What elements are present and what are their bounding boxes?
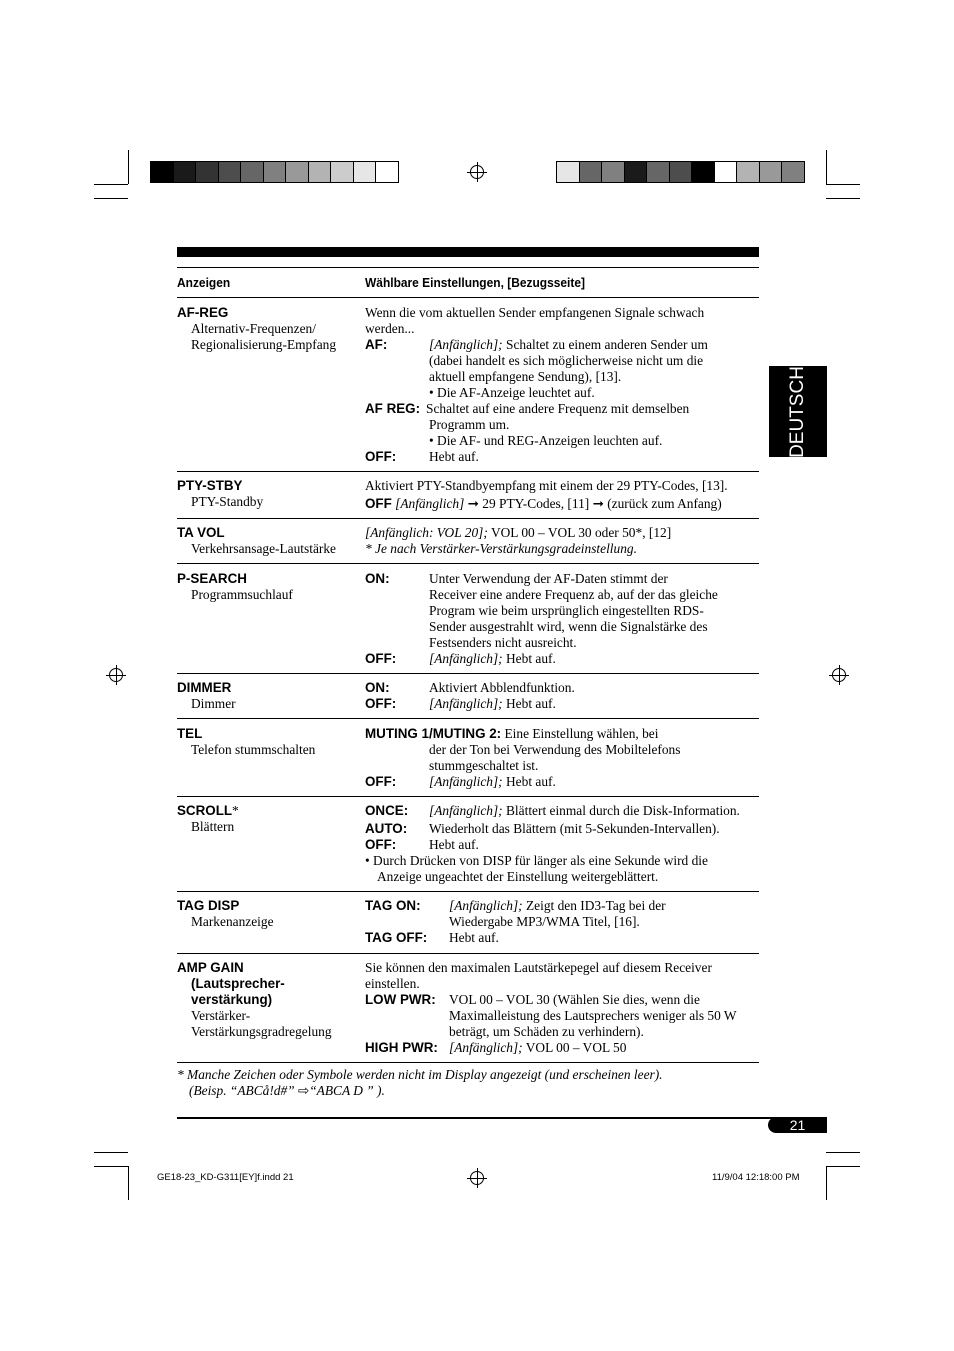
color-swatch xyxy=(579,161,603,183)
row-desc: Dimmer xyxy=(191,696,236,711)
row-desc: Blättern xyxy=(191,819,235,834)
row-text: MUTING 1/MUTING 2: Eine Einstellung wählen, bei xyxy=(365,726,659,741)
option-key: TAG OFF: xyxy=(365,930,428,945)
color-swatch xyxy=(173,161,197,183)
crop-mark xyxy=(94,1166,128,1167)
page-number-box xyxy=(768,1117,827,1133)
row-text: Schaltet auf eine andere Frequenz mit demselben xyxy=(426,401,690,416)
row-divider xyxy=(177,718,759,719)
row-divider xyxy=(177,673,759,674)
row-text: stummgeschaltet ist. xyxy=(429,758,539,773)
row-desc: Verkehrsansage-Lautstärke xyxy=(191,541,336,556)
crop-mark xyxy=(94,198,128,199)
row-note: Anzeige ungeachtet der Einstellung weitergeblättert. xyxy=(377,869,659,884)
registration-mark-icon xyxy=(470,1171,484,1185)
row-desc: Markenanzeige xyxy=(191,914,274,929)
row-text: werden... xyxy=(365,321,415,336)
row-text: Unter Verwendung der AF-Daten stimmt der xyxy=(429,571,668,586)
header-bottom-rule xyxy=(177,297,759,298)
option-key: AUTO: xyxy=(365,821,408,836)
option-key: OFF: xyxy=(365,837,397,852)
crop-mark xyxy=(128,1166,129,1200)
color-swatch xyxy=(691,161,715,183)
option-key: OFF: xyxy=(365,651,397,666)
color-swatch xyxy=(714,161,738,183)
header-rule xyxy=(177,267,759,268)
row-text: [Anfänglich]; Hebt auf. xyxy=(429,651,556,666)
color-swatch xyxy=(308,161,332,183)
row-text: [Anfänglich]; Hebt auf. xyxy=(429,696,556,711)
row-note: * Je nach Verstärker-Verstärkungsgradeinstellung. xyxy=(365,541,637,556)
registration-mark-icon xyxy=(470,165,484,179)
row-text: OFF [Anfänglich] ➞ 29 PTY-Codes, [11] ➞ (zurück zum Anfang) xyxy=(365,496,722,511)
color-swatch xyxy=(218,161,242,183)
row-text: [Anfänglich]; Blättert einmal durch die Disk-Information. xyxy=(429,803,740,818)
crop-mark xyxy=(826,1166,860,1167)
row-name-tavol: TA VOL xyxy=(177,525,225,540)
row-text: Program wie beim ursprünglich eingestellten RDS- xyxy=(429,603,704,618)
option-key: OFF: xyxy=(365,774,397,789)
slug-timestamp: 11/9/04 12:18:00 PM xyxy=(712,1172,800,1183)
row-desc: Alternativ-Frequenzen/ xyxy=(191,321,316,336)
row-text: Hebt auf. xyxy=(429,449,479,464)
row-text: Wenn die vom aktuellen Sender empfangenen Signale schwach xyxy=(365,305,705,320)
row-text: Hebt auf. xyxy=(449,930,499,945)
option-key: ONCE: xyxy=(365,803,409,818)
bottom-rule xyxy=(177,1117,827,1119)
row-divider xyxy=(177,1062,759,1063)
color-swatch xyxy=(646,161,670,183)
row-text: Aktiviert Abblendfunktion. xyxy=(429,680,575,695)
color-swatch xyxy=(601,161,625,183)
row-text: Sie können den maximalen Lautstärkepegel auf diesem Receiver xyxy=(365,960,712,975)
color-swatch xyxy=(353,161,377,183)
color-swatch xyxy=(330,161,354,183)
option-key: AF: xyxy=(365,337,388,352)
row-desc: PTY-Standby xyxy=(191,494,264,509)
row-text: • Die AF- und REG-Anzeigen leuchten auf. xyxy=(429,433,663,448)
row-text: [Anfänglich]; Schaltet zu einem anderen Sender um xyxy=(429,337,708,352)
row-text: [Anfänglich]; Zeigt den ID3-Tag bei der xyxy=(449,898,666,913)
language-tab xyxy=(769,366,827,457)
option-key: AF REG: xyxy=(365,401,421,416)
row-text: Wiedergabe MP3/WMA Titel, [16]. xyxy=(449,914,640,929)
row-text: Festsenders nicht ausreicht. xyxy=(429,635,577,650)
row-name-psearch: P-SEARCH xyxy=(177,571,247,586)
color-swatch xyxy=(669,161,693,183)
row-text: Wiederholt das Blättern (mit 5-Sekunden-Intervallen). xyxy=(429,821,720,836)
color-swatch xyxy=(285,161,309,183)
color-swatch xyxy=(263,161,287,183)
row-divider xyxy=(177,796,759,797)
row-text: Sender ausgestrahlt wird, wenn die Signalstärke des xyxy=(429,619,708,634)
color-swatch xyxy=(759,161,783,183)
page-number: 21 xyxy=(789,1117,806,1133)
crop-mark xyxy=(826,184,860,185)
row-divider xyxy=(177,471,759,472)
row-divider xyxy=(177,953,759,954)
registration-mark-icon xyxy=(109,668,123,682)
row-name-sub: (Lautsprecher- xyxy=(191,976,285,991)
row-desc: Verstärker- xyxy=(191,1008,251,1023)
color-swatch xyxy=(624,161,648,183)
header-col2: Wählbare Einstellungen, [Bezugsseite] xyxy=(365,275,585,290)
row-name-afreg: AF-REG xyxy=(177,305,229,320)
language-tab-label: DEUTSCH xyxy=(787,365,808,458)
row-name-sub: verstärkung) xyxy=(191,992,273,1007)
option-key: OFF: xyxy=(365,449,397,464)
color-swatch xyxy=(195,161,219,183)
row-text: • Die AF-Anzeige leuchtet auf. xyxy=(429,385,595,400)
row-note: • Durch Drücken von DISP für länger als eine Sekunde wird die xyxy=(365,853,708,868)
option-key: TAG ON: xyxy=(365,898,421,913)
option-key: HIGH PWR: xyxy=(365,1040,438,1055)
row-name-tagdisp: TAG DISP xyxy=(177,898,240,913)
color-swatch xyxy=(240,161,264,183)
footnote: (Beisp. “ABCå!d#” ⇨“ABCA D ” ). xyxy=(189,1083,385,1098)
row-desc: Programmsuchlauf xyxy=(191,587,293,602)
row-text: [Anfänglich: VOL 20]; VOL 00 – VOL 30 oder 50*, [12] xyxy=(365,525,672,540)
crop-mark xyxy=(826,198,860,199)
registration-mark-icon xyxy=(832,668,846,682)
row-desc: Telefon stummschalten xyxy=(191,742,316,757)
crop-mark xyxy=(94,184,128,185)
row-text: Programm um. xyxy=(429,417,510,432)
row-text: (dabei handelt es sich möglicherweise nicht um die xyxy=(429,353,704,368)
row-text: Aktiviert PTY-Standbyempfang mit einem der 29 PTY-Codes, [13]. xyxy=(365,478,728,493)
row-text: [Anfänglich]; VOL 00 – VOL 50 xyxy=(449,1040,627,1055)
row-text: beträgt, um Schäden zu verhindern). xyxy=(449,1024,644,1039)
crop-mark xyxy=(94,1152,128,1153)
row-text: Maximalleistung des Lautsprechers weniger als 50 W xyxy=(449,1008,737,1023)
row-name-ptystby: PTY-STBY xyxy=(177,478,243,493)
option-key: LOW PWR: xyxy=(365,992,436,1007)
row-text: Receiver eine andere Frequenz ab, auf der das gleiche xyxy=(429,587,718,602)
row-desc: Verstärkungsgradregelung xyxy=(191,1024,332,1039)
crop-mark xyxy=(826,1152,860,1153)
row-text: [Anfänglich]; Hebt auf. xyxy=(429,774,556,789)
row-text: Hebt auf. xyxy=(429,837,479,852)
top-rule xyxy=(177,247,759,257)
row-text: der der Ton bei Verwendung des Mobiltelefons xyxy=(429,742,681,757)
row-name-tel: TEL xyxy=(177,726,203,741)
row-text: einstellen. xyxy=(365,976,420,991)
row-name-scroll: SCROLL* xyxy=(177,803,239,818)
row-name-ampgain: AMP GAIN xyxy=(177,960,244,975)
crop-mark xyxy=(128,150,129,184)
row-divider xyxy=(177,891,759,892)
row-name-dimmer: DIMMER xyxy=(177,680,232,695)
option-key: ON: xyxy=(365,680,390,695)
row-desc: Regionalisierung-Empfang xyxy=(191,337,337,352)
crop-mark xyxy=(826,1166,827,1200)
slug-filename: GE18-23_KD-G311[EY]f.indd 21 xyxy=(157,1172,294,1183)
header-col1: Anzeigen xyxy=(177,275,231,290)
color-swatch xyxy=(375,161,399,183)
color-swatch xyxy=(781,161,805,183)
row-divider xyxy=(177,518,759,519)
option-key: OFF: xyxy=(365,696,397,711)
color-swatch xyxy=(736,161,760,183)
crop-mark xyxy=(826,150,827,184)
color-swatch xyxy=(150,161,174,183)
row-divider xyxy=(177,563,759,564)
footnote: * Manche Zeichen oder Symbole werden nicht im Display angezeigt (und erscheinen leer). xyxy=(177,1067,663,1082)
color-swatch xyxy=(556,161,580,183)
option-key: ON: xyxy=(365,571,390,586)
row-text: VOL 00 – VOL 30 (Wählen Sie dies, wenn die xyxy=(449,992,700,1007)
row-text: aktuell empfangene Sendung), [13]. xyxy=(429,369,622,384)
